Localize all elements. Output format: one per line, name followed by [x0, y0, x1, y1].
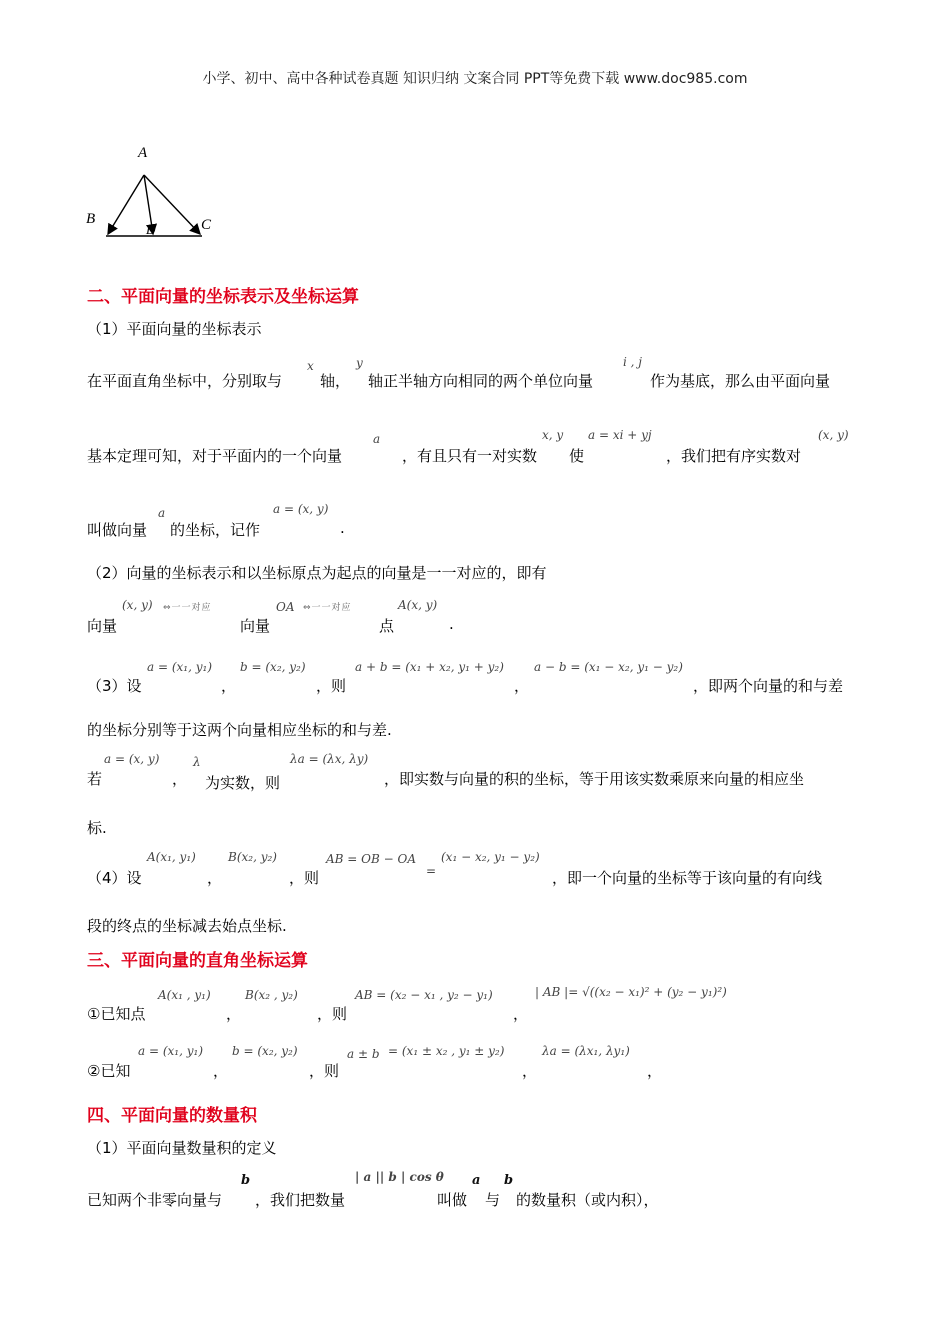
sec2-p3d: 标. — [87, 819, 107, 837]
sec3-l2-math-pm: a ± b — [347, 1047, 380, 1061]
page-header: 小学、初中、高中各种试卷真题 知识归纳 文案合同 PPT等免费下载 www.doc985.com — [202, 71, 748, 87]
sec2-l4-math2: OA — [276, 600, 295, 614]
sec2-p3c-math-a: a = (x, y) — [104, 752, 160, 766]
sec2-p4-math-res: (x₁ − x₂, y₁ − y₂) — [441, 850, 540, 864]
section-4-heading: 四、平面向量的数量积 — [87, 1106, 257, 1126]
sec2-p4-text1: （4）设 — [87, 869, 142, 887]
sec3-l1-text1: ①已知点 — [87, 1005, 146, 1023]
sec2-l1-math-y: y — [356, 356, 363, 370]
sec2-l1-math-ij: i , j — [623, 355, 643, 369]
sec3-l1-math-b: B(x₂ , y₂) — [245, 988, 298, 1002]
sec4-l1-math-b: b — [241, 1173, 251, 1188]
sec2-l4-text4: . — [449, 615, 454, 633]
sec2-l2-math-eq: a = xi + yj — [588, 428, 652, 442]
sec2-p4-comma2: ，则 — [289, 869, 320, 887]
sec4-l1-text2: ，我们把数量 — [255, 1191, 346, 1209]
sec2-l2-math-a: a — [373, 432, 381, 446]
sec2-p3-math-diff: a − b = (x₁ − x₂, y₁ − y₂) — [534, 660, 683, 674]
sec2-p3-text1: （3）设 — [87, 677, 142, 695]
sec2-p3c-text2: 为实数，则 — [205, 774, 281, 792]
sec2-l4-math3: A(x, y) — [398, 598, 438, 612]
sec2-p3-math-b: b = (x₂, y₂) — [240, 660, 306, 674]
sec3-l1-comma3: ， — [513, 1005, 529, 1023]
sec2-l4-garbled2: ⇔一一对应 — [303, 603, 352, 613]
sec2-l2-text2: ，有且只有一对实数 — [402, 447, 538, 465]
sec3-l2-math-res: = (x₁ ± x₂ , y₁ ± y₂) — [388, 1044, 505, 1058]
sec2-p4-eq: = — [426, 864, 437, 878]
sec2-l3-math-a: a — [158, 506, 166, 520]
sec3-l1-math-ab: AB = (x₂ − x₁ , y₂ − y₁) — [355, 988, 493, 1002]
sec4-l1-math-dot: | a || b | cos θ — [355, 1170, 444, 1184]
sec2-p3b: 的坐标分别等于这两个向量相应坐标的和与差. — [87, 721, 392, 739]
sec4-l1-text3: 叫做 — [437, 1191, 468, 1209]
sec2-p3-comma1: ， — [221, 677, 237, 695]
sec2-l3-text3: . — [340, 519, 345, 537]
sec2-l4-text3: 点 — [379, 617, 395, 635]
sec2-p3-comma2: ，则 — [316, 677, 347, 695]
sec2-sub1-title: （1）平面向量的坐标表示 — [87, 320, 262, 338]
sec2-l4-math1: (x, y) — [122, 598, 153, 612]
sec4-l1-text5: 的数量积（或内积）， — [516, 1191, 659, 1209]
label-a: A — [138, 145, 148, 161]
sec2-l4-garbled1: ⇔一一对应 — [163, 603, 212, 613]
sec3-l1-comma1: ， — [226, 1005, 242, 1023]
sec3-l1-math-len: | AB |= √((x₂ − x₁)² + (y₂ − y₁)²) — [535, 985, 727, 999]
section-3-heading: 三、平面向量的直角坐标运算 — [87, 951, 308, 971]
sec2-l2-text3: 使 — [569, 447, 585, 465]
sec2-l4-text2: 向量 — [240, 617, 271, 635]
arrow-ab — [108, 175, 144, 234]
sec2-p3-comma3: ， — [514, 677, 530, 695]
sec4-l1-math-a2: a — [472, 1173, 481, 1188]
sec2-l2-text4: ，我们把有序实数对 — [666, 447, 802, 465]
sec2-p3-text2: ，即两个向量的和与差 — [693, 677, 844, 695]
sec2-l1-text2: 轴， — [320, 372, 351, 390]
sec3-l1-comma2: ，则 — [317, 1005, 348, 1023]
sec4-l1-text4: 与 — [485, 1191, 501, 1209]
section-2-heading: 二、平面向量的坐标表示及坐标运算 — [87, 287, 359, 307]
sec3-l2-comma2: ，则 — [309, 1062, 340, 1080]
sec2-l3-text1: 叫做向量 — [87, 521, 148, 539]
sec2-p3c-comma1: ， — [172, 770, 188, 788]
sec2-p3c-text3: ，即实数与向量的积的坐标，等于用该实数乘原来向量的相应坐 — [384, 770, 805, 788]
sec4-sub1-title: （1）平面向量数量积的定义 — [87, 1139, 277, 1157]
sec2-l2-text1: 基本定理可知，对于平面内的一个向量 — [87, 447, 343, 465]
sec2-p3c-text1: 若 — [87, 770, 103, 788]
sec4-l1-math-b2: b — [504, 1173, 514, 1188]
sec2-p3-math-a: a = (x₁, y₁) — [147, 660, 212, 674]
sec2-l3-math-eq: a = (x, y) — [273, 502, 329, 516]
sec2-l1-text1: 在平面直角坐标中，分别取与 — [87, 372, 283, 390]
sec2-p4-math-a: A(x₁, y₁) — [147, 850, 196, 864]
sec2-p3c-math-eq: λa = (λx, λy) — [290, 752, 369, 766]
sec3-l2-comma4: ， — [647, 1062, 663, 1080]
label-d: D — [146, 222, 156, 237]
sec3-l2-math-a: a = (x₁, y₁) — [138, 1044, 203, 1058]
sec2-p3c-math-lambda: λ — [193, 755, 201, 769]
sec2-l3-text2: 的坐标，记作 — [170, 521, 261, 539]
sec3-l2-math-lam: λa = (λx₁, λy₁) — [542, 1044, 630, 1058]
sec3-l1-math-a: A(x₁ , y₁) — [158, 988, 211, 1002]
sec2-l2-math-pair: (x, y) — [818, 428, 849, 442]
sec2-l1-text4: 作为基底，那么由平面向量 — [650, 372, 831, 390]
sec2-l2-math-xy: x, y — [542, 428, 564, 442]
sec3-l2-comma3: ， — [522, 1062, 538, 1080]
sec3-l2-text1: ②已知 — [87, 1062, 131, 1080]
sec3-l2-math-b: b = (x₂, y₂) — [232, 1044, 298, 1058]
sec2-l4-text1: 向量 — [87, 617, 118, 635]
sec3-l2-comma1: ， — [213, 1062, 229, 1080]
label-b: B — [86, 211, 96, 227]
sec2-p4b: 段的终点的坐标减去始点坐标. — [87, 917, 287, 935]
sec4-l1-text1: 已知两个非零向量与 — [87, 1191, 223, 1209]
sec2-p4-math-b: B(x₂, y₂) — [228, 850, 277, 864]
sec2-p3-math-sum: a + b = (x₁ + x₂, y₁ + y₂) — [355, 660, 504, 674]
sec2-sub2-title: （2）向量的坐标表示和以坐标原点为起点的向量是一一对应的，即有 — [87, 564, 547, 582]
sec2-l1-math-x: x — [307, 359, 314, 373]
sec2-p4-math-ab: AB = OB − OA — [326, 852, 417, 866]
label-c: C — [201, 217, 212, 233]
sec2-p4-comma1: ， — [207, 869, 223, 887]
sec2-l1-text3: 轴正半轴方向相同的两个单位向量 — [368, 372, 594, 390]
sec2-p4-text2: ，即一个向量的坐标等于该向量的有向线 — [552, 869, 823, 887]
